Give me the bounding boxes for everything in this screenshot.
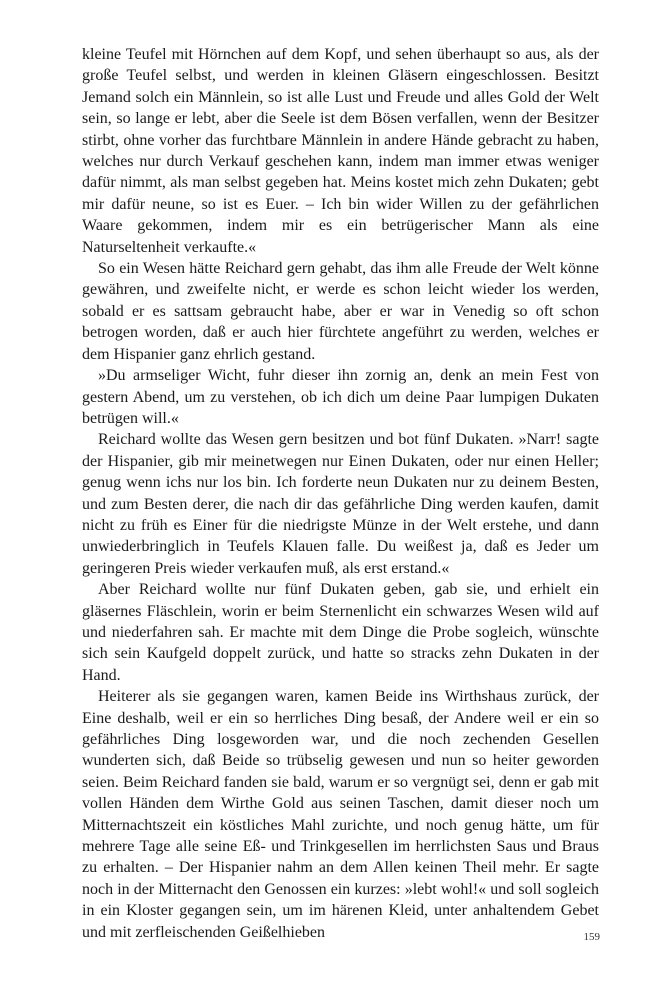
paragraph: So ein Wesen hätte Reichard gern gehabt, das ihm alle Freude der Welt könne gewähren, und zweifelte nicht, er werde es schon leicht wieder los werden, sobald er es sattsam gebraucht habe, aber er war in Venedig so oft schon betrogen worden, daß er auch hier fürchtete angeführt zu werden, welches er dem Hispanier ganz ehrlich gestand. xyxy=(82,260,599,363)
paragraph: »Du armseliger Wicht, fuhr dieser ihn zornig an, denk an mein Fest von gestern Abend, um zu verstehen, ob ich dich um deine Paar lumpigen Dukaten betrügen will.« xyxy=(82,367,599,427)
paragraph: Reichard wollte das Wesen gern besitzen und bot fünf Dukaten. »Narr! sagte der Hispanier, gib mir meinetwegen nur Einen Dukaten, oder nur einen Heller; genug wenn ichs nur los bin. Ich forderte neun Dukaten nur zu deinem Besten, und zum Besten derer, die nach dir das gefährliche Ding werden kaufen, damit nicht zu früh es Einer für die niedrigste Münze in der Welt erstehe, und dann unwiederbringlich in Teufels Klauen falle. Du weißest ja, daß es Jeder um geringeren Preis wieder verkaufen muß, als erst erstand.« xyxy=(82,431,599,577)
body-text xyxy=(82,44,599,943)
paragraph-continuation: kleine Teufel mit Hörnchen auf dem Kopf, und sehen überhaupt so aus, als der große Teufel selbst, und werden in kleinen Gläsern eingeschlossen. Besitzt Jemand solch ein Männlein, so ist alle Lust und Freude und alles Gold der Welt sein, so lange er lebt, aber die Seele ist dem Bösen verfallen, wenn der Besitzer stirbt, ohne vorher das furchtbare Männlein in andere Hände gebracht zu haben, welches nur durch Verkauf geschehen kann, indem man immer etwas weniger dafür nimmt, als man selbst gegeben hat. Meins kostet mich zehn Dukaten; gebt mir dafür neune, so ist es Euer. – Ich bin wider Willen zu der gefährlichen Waare gekommen, indem mir es ein betrügerischer Mann als eine Naturseltenheit verkaufte.« xyxy=(82,46,599,256)
paragraph: Heiterer als sie gegangen waren, kamen Beide ins Wirthshaus zurück, der Eine deshalb, weil er ein so herrliches Ding besaß, der Andere weil er ein so gefährliches Ding losgeworden war, und die noch zechenden Gesellen wunderten sich, daß Beide so trübselig gewesen und nun so heiter geworden seien. Beim Reichard fanden sie bald, warum er so vergnügt sei, denn er gab mit vollen Händen dem Wirthe Gold aus seinen Taschen, damit dieser noch um Mitternachtszeit ein köstliches Mahl zurichte, und noch genug hätte, um für mehrere Tage alle seine Eß- und Trinkgesellen im herrlichsten Saus und Braus zu erhalten. – Der Hispanier nahm an dem Allen keinen Theil mehr. Er sagte noch in der Mitternacht den Genossen ein kurzes: »lebt wohl!« und soll sogleich in ein Kloster gegangen sein, um im härenen Kleid, unter anhaltendem Gebet und mit zerfleischenden Geißelhieben xyxy=(82,688,599,941)
page-number: 159 xyxy=(583,931,600,943)
paragraph: Aber Reichard wollte nur fünf Dukaten geben, gab sie, und erhielt ein gläsernes Fläschlein, worin er beim Sternenlicht ein schwarzes Wesen wild auf und niederfahren sah. Er machte mit dem Dinge die Probe sogleich, wünschte sich sein Kaufgeld doppelt zurück, und hatte so stracks zehn Dukaten in der Hand. xyxy=(82,581,599,684)
